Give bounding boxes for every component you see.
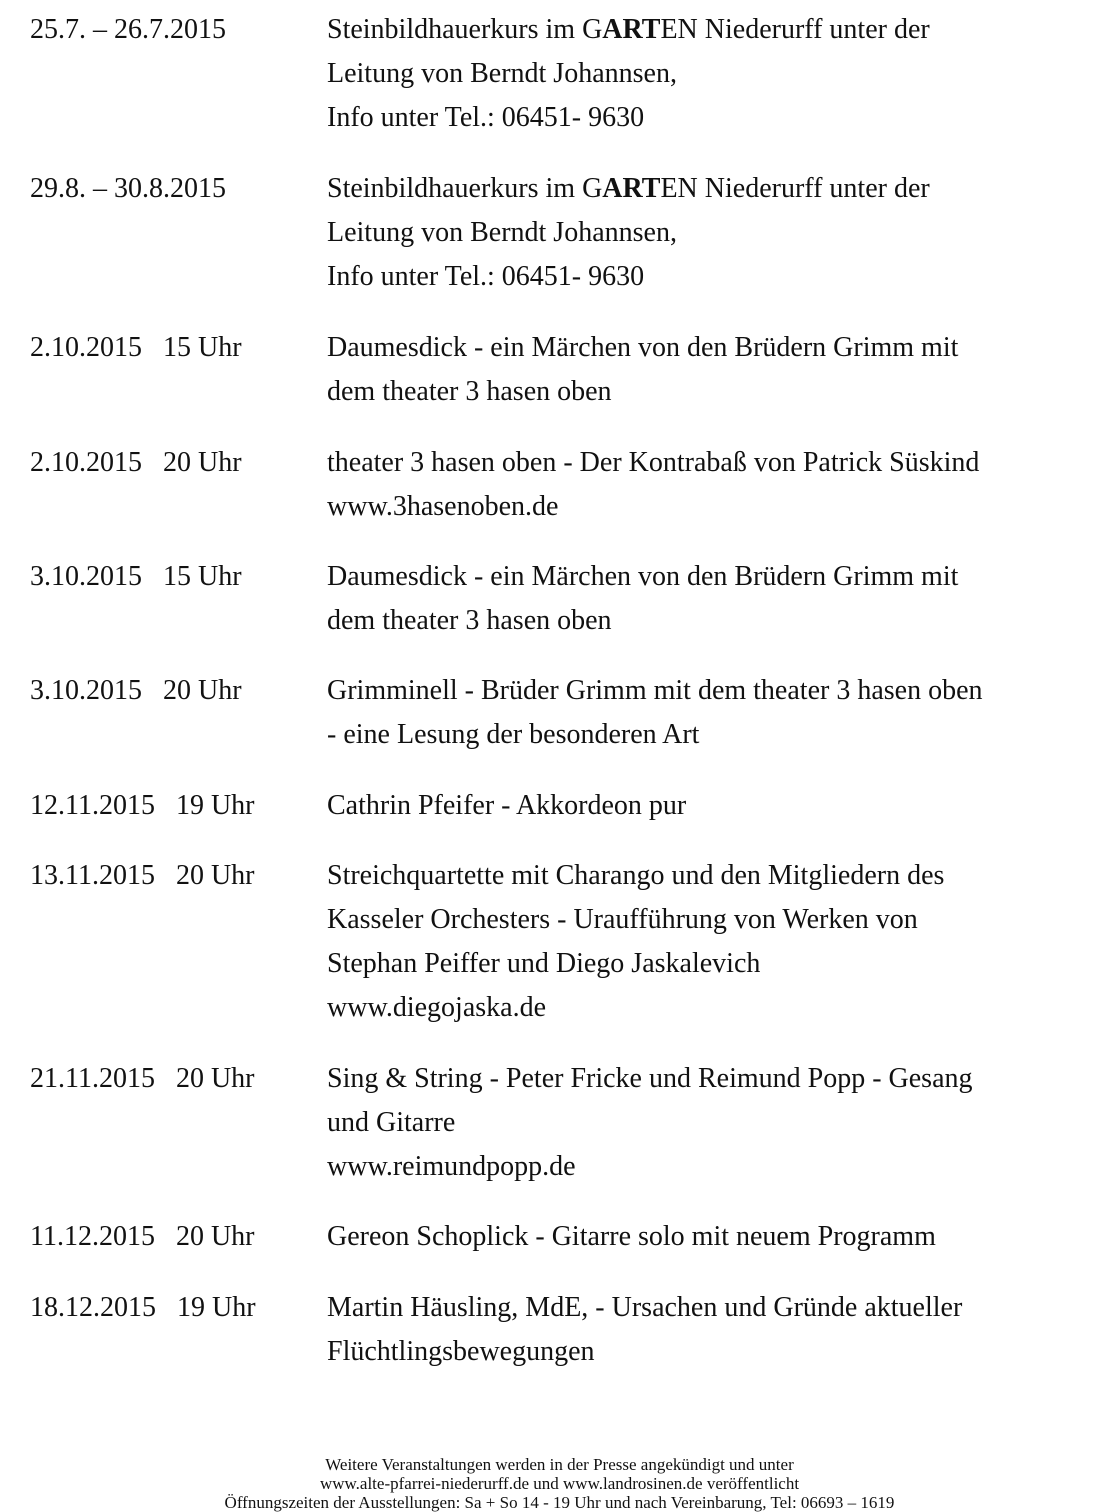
- event-description-line: dem theater 3 hasen oben: [327, 376, 612, 407]
- footer-line: Öffnungszeiten der Ausstellungen: Sa + So 14 - 19 Uhr und nach Vereinbarung, Tel: 06693 – 1619: [224, 1493, 895, 1512]
- event-description: [327, 167, 1087, 299]
- bold-text-span: ART: [602, 173, 661, 204]
- event-description-line: dem theater 3 hasen oben: [327, 605, 612, 636]
- text-span: EN Niederurff unter der: [660, 173, 930, 204]
- event-date: 2.10.2015 20 Uhr: [30, 447, 242, 478]
- bold-text-span: ART: [602, 14, 661, 45]
- event-description-line: Leitung von Berndt Johannsen,: [327, 58, 677, 89]
- event-description-line: [327, 167, 1087, 211]
- event-date: 11.12.2015 20 Uhr: [30, 1221, 255, 1252]
- event-date: 3.10.2015 20 Uhr: [30, 675, 242, 706]
- event-date: 25.7. – 26.7.2015: [30, 14, 226, 45]
- event-description-line: Flüchtlingsbewegungen: [327, 1336, 595, 1367]
- event-description-line: Streichquartette mit Charango und den Mitgliedern des: [327, 860, 945, 891]
- event-description-line: Kasseler Orchesters - Uraufführung von Werken von: [327, 904, 918, 935]
- event-date: 21.11.2015 20 Uhr: [30, 1063, 255, 1094]
- event-date: 18.12.2015 19 Uhr: [30, 1292, 256, 1323]
- text-span: EN Niederurff unter der: [660, 14, 930, 45]
- event-date: 29.8. – 30.8.2015: [30, 173, 226, 204]
- event-description: [327, 555, 1087, 643]
- event-description-line: [327, 8, 1087, 52]
- event-description: [327, 326, 1087, 414]
- event-description: [327, 1215, 1087, 1259]
- event-description-line: www.reimundpopp.de: [327, 1151, 576, 1182]
- event-description-line: Martin Häusling, MdE, - Ursachen und Gründe aktueller: [327, 1292, 963, 1323]
- event-description-line: und Gitarre: [327, 1107, 456, 1138]
- page-footer: [0, 1455, 1119, 1512]
- event-description-line: Daumesdick - ein Märchen von den Brüdern Grimm mit: [327, 561, 959, 592]
- event-description: [327, 8, 1087, 140]
- event-date: 3.10.2015 15 Uhr: [30, 561, 242, 592]
- event-description-line: Leitung von Berndt Johannsen,: [327, 217, 677, 248]
- event-description-line: www.diegojaska.de: [327, 992, 547, 1023]
- event-description-line: - eine Lesung der besonderen Art: [327, 719, 700, 750]
- footer-line: www.alte-pfarrei-niederurff.de und www.landrosinen.de veröffentlicht: [319, 1474, 800, 1493]
- footer-line: Weitere Veranstaltungen werden in der Presse angekündigt und unter: [325, 1455, 794, 1474]
- event-description-line: theater 3 hasen oben - Der Kontrabaß von Patrick Süskind: [327, 447, 980, 478]
- event-description-line: Gereon Schoplick - Gitarre solo mit neuem Programm: [327, 1221, 936, 1252]
- event-description: [327, 1286, 1087, 1374]
- event-description-line: Grimminell - Brüder Grimm mit dem theater 3 hasen oben: [327, 675, 983, 706]
- event-description-line: Stephan Peiffer und Diego Jaskalevich: [327, 948, 761, 979]
- event-description-line: Daumesdick - ein Märchen von den Brüdern Grimm mit: [327, 332, 959, 363]
- text-span: Steinbildhauerkurs im G: [327, 173, 603, 204]
- event-description-line: www.3hasenoben.de: [327, 491, 559, 522]
- event-description: [327, 441, 1087, 529]
- event-description: [327, 854, 1087, 1030]
- event-description: [327, 784, 1087, 828]
- event-date: 2.10.2015 15 Uhr: [30, 332, 242, 363]
- text-span: Steinbildhauerkurs im G: [327, 14, 603, 45]
- event-description: [327, 1057, 1087, 1189]
- event-date: 12.11.2015 19 Uhr: [30, 790, 255, 821]
- event-description-line: Sing & String - Peter Fricke und Reimund Popp - Gesang: [327, 1063, 973, 1094]
- event-description: [327, 669, 1087, 757]
- event-description-line: Info unter Tel.: 06451- 9630: [327, 102, 645, 133]
- event-date: 13.11.2015 20 Uhr: [30, 860, 255, 891]
- event-description-line: Cathrin Pfeifer - Akkordeon pur: [327, 790, 687, 821]
- event-description-line: Info unter Tel.: 06451- 9630: [327, 261, 645, 292]
